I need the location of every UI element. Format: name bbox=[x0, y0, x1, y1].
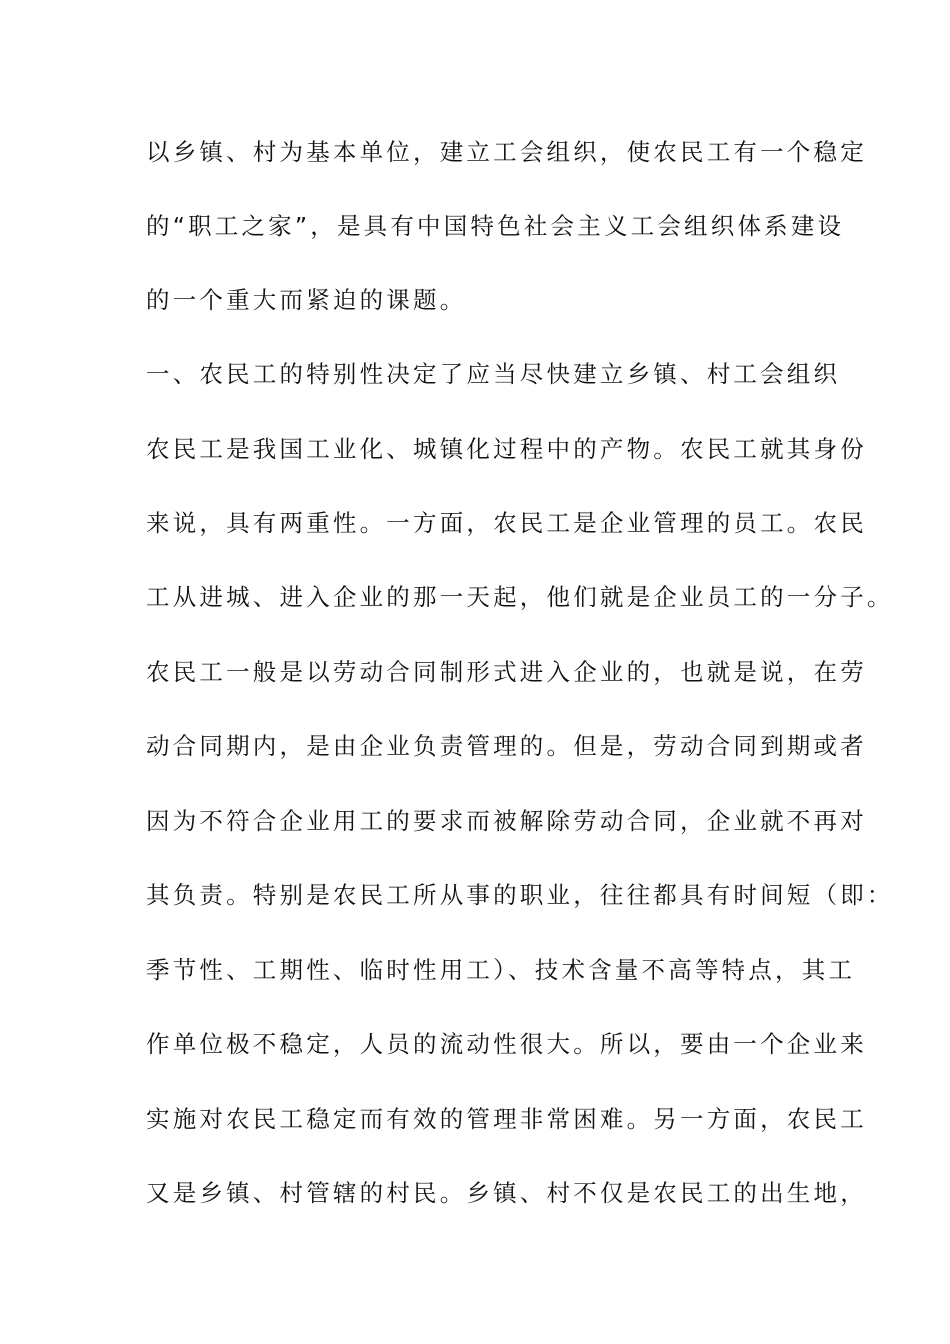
text-line: 因为不符合企业用工的要求而被解除劳动合同，企业就不再对 bbox=[146, 807, 867, 835]
text-line: 又是乡镇、村管辖的村民。乡镇、村不仅是农民工的出生地， bbox=[146, 1179, 867, 1207]
text-line: 的一个重大而紧迫的课题。 bbox=[146, 286, 467, 314]
text-line: 以乡镇、村为基本单位，建立工会组织，使农民工有一个稳定 bbox=[146, 138, 867, 166]
section-heading: 一、农民工的特别性决定了应当尽快建立乡镇、村工会组织 bbox=[146, 360, 841, 388]
text-line: 动合同期内，是由企业负责管理的。但是，劳动合同到期或者 bbox=[146, 732, 867, 760]
text-line: 农民工一般是以劳动合同制形式进入企业的，也就是说，在劳 bbox=[146, 658, 867, 686]
text-line: 的“职工之家”，是具有中国特色社会主义工会组织体系建设 bbox=[146, 212, 845, 240]
text-line: 来说，具有两重性。一方面，农民工是企业管理的员工。农民 bbox=[146, 509, 867, 537]
text-line: 季节性、工期性、临时性用工）、技术含量不高等特点，其工 bbox=[146, 956, 856, 984]
text-line: 实施对农民工稳定而有效的管理非常困难。另一方面，农民工 bbox=[146, 1105, 867, 1133]
text-line: 作单位极不稳定，人员的流动性很大。所以，要由一个企业来 bbox=[146, 1030, 867, 1058]
text-line: 工从进城、进入企业的那一天起，他们就是企业员工的一分子。 bbox=[146, 583, 894, 611]
text-line: 其负责。特别是农民工所从事的职业，往往都具有时间短（即： bbox=[146, 881, 894, 909]
text-line: 农民工是我国工业化、城镇化过程中的产物。农民工就其身份 bbox=[146, 435, 867, 463]
